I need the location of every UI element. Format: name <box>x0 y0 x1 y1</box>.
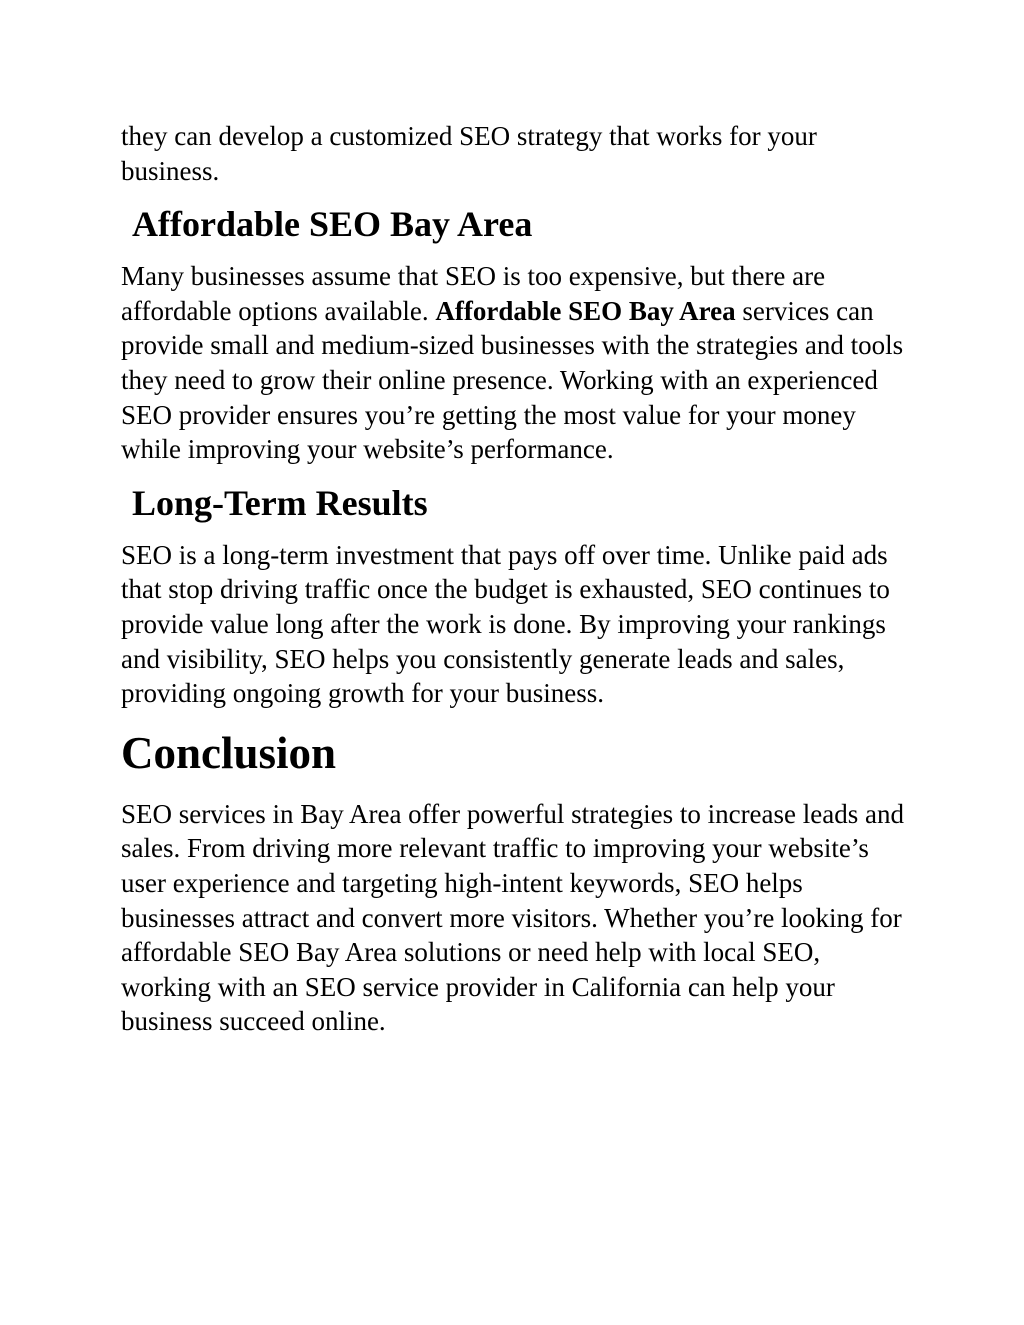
long-term-results-paragraph: SEO is a long-term investment that pays off over time. Unlike paid ads that stop driving traffic once the budget is exhausted, SEO continues to provide value long after the work is done. By improving your rankings and visibility, SEO helps you consistently generate leads and sales, providing ongoing growth for your business. <box>121 539 890 709</box>
long-term-results-heading: Long-Term Results <box>132 482 428 523</box>
intro-paragraph: they can develop a customized SEO strategy that works for your business. <box>121 121 817 186</box>
conclusion-heading: Conclusion <box>121 727 337 778</box>
affordable-seo-heading: Affordable SEO Bay Area <box>132 204 533 245</box>
affordable-seo-paragraph <box>121 259 911 467</box>
affordable-bold-phrase: Affordable SEO Bay Area <box>435 295 736 326</box>
affordable-text-before: Many businesses assume that SEO is too expensive, but there are affordable options available. <box>121 261 826 326</box>
document-page <box>121 119 911 1039</box>
affordable-text-after: services can provide small and medium-sized businesses with the strategies and tools they need to grow their online presence. Working with an experienced SEO provider ensures you’re getting the most value for your money while improving your website’s performance. <box>121 295 904 465</box>
conclusion-paragraph: SEO services in Bay Area offer powerful strategies to increase leads and sales. From driving more relevant traffic to improving your website’s user experience and targeting high-intent keywords, SEO helps businesses attract and convert more visitors. Whether you’re looking for affordable SEO Bay Area solutions or need help with local SEO, working with an SEO service provider in California can help your business succeed online. <box>121 798 904 1037</box>
